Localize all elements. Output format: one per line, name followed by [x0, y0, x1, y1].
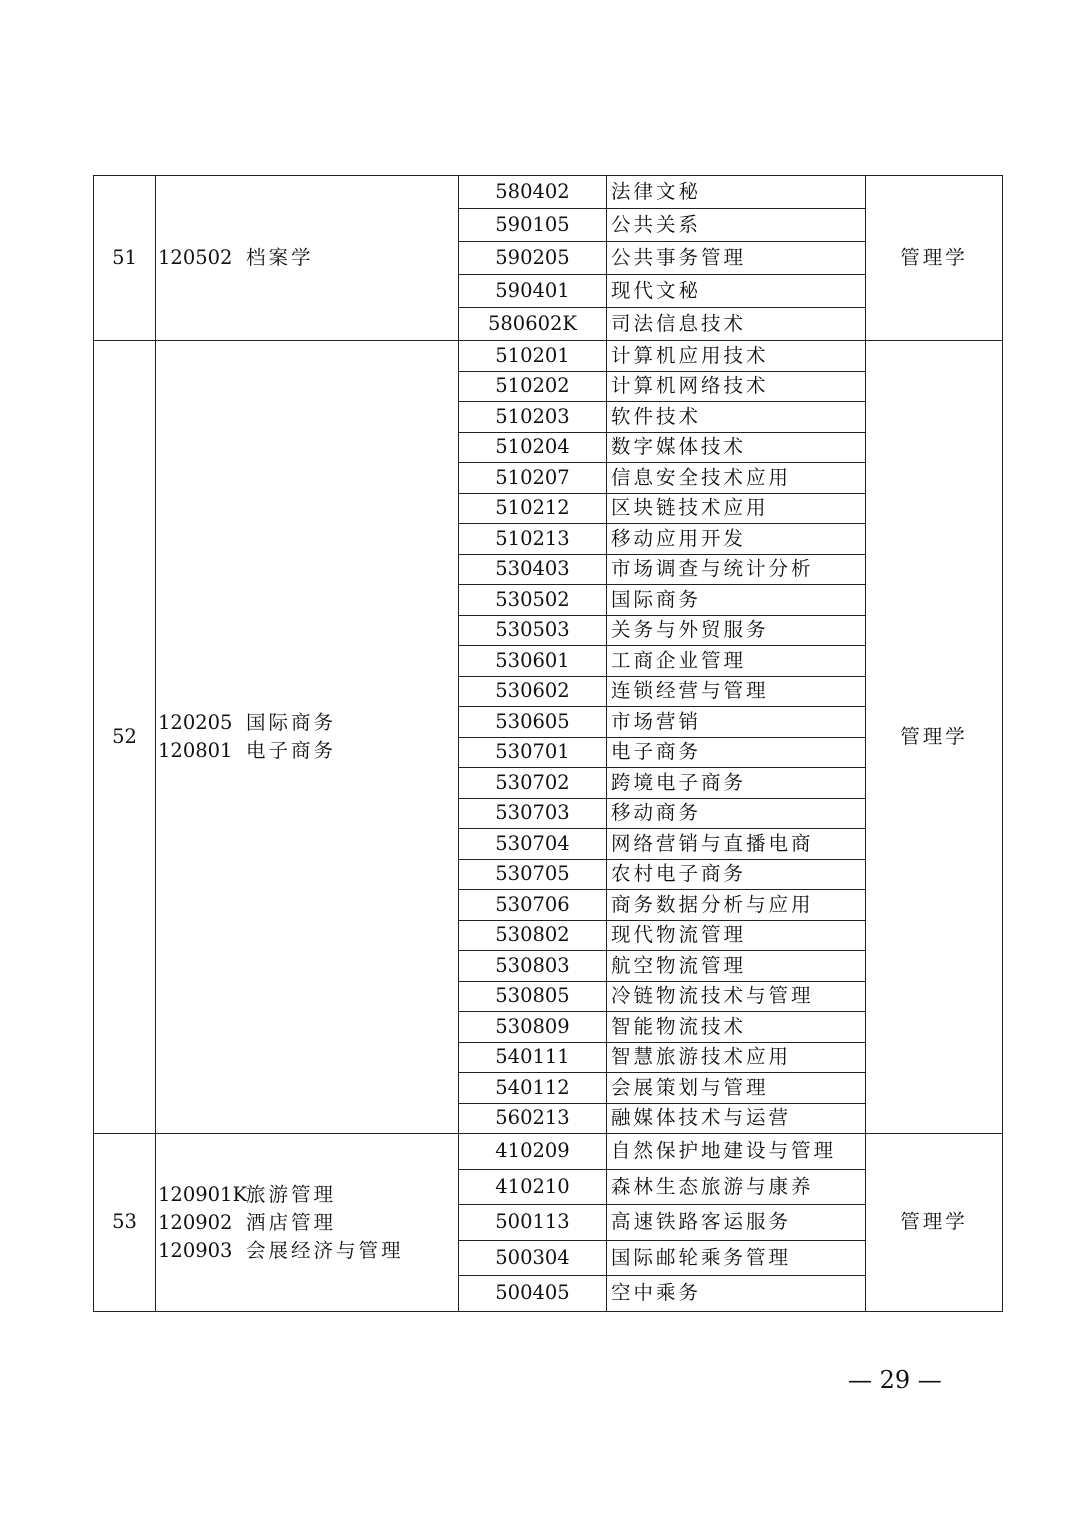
vocational-major-code: 590105 [459, 209, 607, 242]
vocational-major-code: 560213 [459, 1104, 607, 1134]
vocational-major-code: 510213 [459, 524, 607, 555]
vocational-major-name: 移动商务 [607, 799, 866, 829]
vocational-major-code: 530503 [459, 616, 607, 646]
vocational-major-name: 连锁经营与管理 [607, 677, 866, 707]
vocational-major-code: 410209 [459, 1134, 607, 1170]
vocational-major-code: 530706 [459, 890, 607, 921]
table-row [94, 176, 1003, 209]
vocational-major-code: 530703 [459, 799, 607, 829]
vocational-major-name: 自然保护地建设与管理 [607, 1134, 866, 1170]
vocational-major-name: 关务与外贸服务 [607, 616, 866, 646]
vocational-major-name: 融媒体技术与运营 [607, 1104, 866, 1134]
vocational-major-name: 航空物流管理 [607, 951, 866, 982]
vocational-major-code: 540111 [459, 1043, 607, 1073]
vocational-major-name: 空中乘务 [607, 1276, 866, 1312]
undergraduate-major-code: 120903 [158, 1238, 233, 1262]
undergraduate-major [158, 1237, 458, 1265]
vocational-major-code: 410210 [459, 1170, 607, 1205]
vocational-major-name: 区块链技术应用 [607, 494, 866, 524]
table-body [94, 176, 1003, 1312]
vocational-major-name: 电子商务 [607, 738, 866, 768]
vocational-major-name: 商务数据分析与应用 [607, 890, 866, 921]
vocational-major-code: 530605 [459, 707, 607, 738]
vocational-major-name: 公共事务管理 [607, 242, 866, 275]
vocational-major-code: 530602 [459, 677, 607, 707]
undergraduate-major [158, 1209, 458, 1237]
vocational-major-name: 市场调查与统计分析 [607, 555, 866, 585]
vocational-major-code: 510204 [459, 433, 607, 463]
vocational-major-name: 司法信息技术 [607, 308, 866, 341]
undergraduate-major [158, 244, 458, 272]
vocational-major-name: 软件技术 [607, 402, 866, 433]
major-correspondence-table [93, 175, 1003, 1312]
discipline-category: 管理学 [866, 341, 1003, 1134]
vocational-major-code: 510201 [459, 341, 607, 372]
vocational-major-code: 530705 [459, 860, 607, 890]
page-number: — 29 — [848, 1366, 942, 1394]
table-row [94, 1134, 1003, 1170]
undergraduate-majors-cell [156, 1134, 459, 1312]
vocational-major-name: 智慧旅游技术应用 [607, 1043, 866, 1073]
vocational-major-code: 580402 [459, 176, 607, 209]
vocational-major-code: 510207 [459, 463, 607, 494]
undergraduate-major-code: 120901K [158, 1182, 248, 1206]
undergraduate-major-name: 档案学 [246, 246, 314, 269]
vocational-major-code: 580602K [459, 308, 607, 341]
vocational-major-name: 现代文秘 [607, 275, 866, 308]
vocational-major-name: 现代物流管理 [607, 921, 866, 951]
vocational-major-name: 高速铁路客运服务 [607, 1205, 866, 1241]
undergraduate-major-code: 120502 [158, 246, 233, 269]
undergraduate-major-name: 电子商务 [246, 739, 337, 762]
vocational-major-code: 530502 [459, 585, 607, 616]
vocational-major-name: 跨境电子商务 [607, 768, 866, 799]
vocational-major-name: 森林生态旅游与康养 [607, 1170, 866, 1205]
vocational-major-name: 法律文秘 [607, 176, 866, 209]
discipline-category: 管理学 [866, 176, 1003, 341]
vocational-major-name: 工商企业管理 [607, 646, 866, 677]
row-index: 53 [94, 1134, 156, 1312]
vocational-major-code: 530702 [459, 768, 607, 799]
vocational-major-name: 计算机网络技术 [607, 372, 866, 402]
discipline-category: 管理学 [866, 1134, 1003, 1312]
vocational-major-code: 530403 [459, 555, 607, 585]
undergraduate-major [158, 1181, 458, 1209]
undergraduate-major [158, 737, 458, 765]
vocational-major-code: 590401 [459, 275, 607, 308]
row-index: 52 [94, 341, 156, 1134]
undergraduate-majors-cell [156, 176, 459, 341]
vocational-major-name: 数字媒体技术 [607, 433, 866, 463]
vocational-major-code: 530805 [459, 982, 607, 1012]
undergraduate-major-name: 酒店管理 [246, 1210, 337, 1234]
undergraduate-major-code: 120205 [158, 711, 233, 734]
table-row [94, 341, 1003, 372]
vocational-major-name: 信息安全技术应用 [607, 463, 866, 494]
vocational-major-name: 计算机应用技术 [607, 341, 866, 372]
row-index: 51 [94, 176, 156, 341]
vocational-major-code: 500113 [459, 1205, 607, 1241]
vocational-major-name: 农村电子商务 [607, 860, 866, 890]
vocational-major-name: 网络营销与直播电商 [607, 829, 866, 860]
undergraduate-major [158, 709, 458, 737]
vocational-major-code: 510202 [459, 372, 607, 402]
vocational-major-code: 510212 [459, 494, 607, 524]
vocational-major-code: 590205 [459, 242, 607, 275]
undergraduate-major-code: 120801 [158, 739, 233, 762]
vocational-major-code: 530601 [459, 646, 607, 677]
vocational-major-code: 510203 [459, 402, 607, 433]
vocational-major-name: 市场营销 [607, 707, 866, 738]
vocational-major-name: 国际邮轮乘务管理 [607, 1241, 866, 1276]
vocational-major-name: 冷链物流技术与管理 [607, 982, 866, 1012]
vocational-major-code: 530803 [459, 951, 607, 982]
undergraduate-major-name: 会展经济与管理 [246, 1238, 404, 1262]
vocational-major-name: 移动应用开发 [607, 524, 866, 555]
vocational-major-code: 500405 [459, 1276, 607, 1312]
vocational-major-name: 国际商务 [607, 585, 866, 616]
vocational-major-name: 会展策划与管理 [607, 1073, 866, 1104]
vocational-major-code: 530701 [459, 738, 607, 768]
undergraduate-majors-cell [156, 341, 459, 1134]
vocational-major-name: 智能物流技术 [607, 1012, 866, 1043]
undergraduate-major-code: 120902 [158, 1210, 233, 1234]
vocational-major-code: 530704 [459, 829, 607, 860]
vocational-major-code: 540112 [459, 1073, 607, 1104]
vocational-major-code: 530809 [459, 1012, 607, 1043]
undergraduate-major-name: 旅游管理 [246, 1182, 337, 1206]
vocational-major-code: 500304 [459, 1241, 607, 1276]
vocational-major-code: 530802 [459, 921, 607, 951]
undergraduate-major-name: 国际商务 [246, 711, 337, 734]
vocational-major-name: 公共关系 [607, 209, 866, 242]
